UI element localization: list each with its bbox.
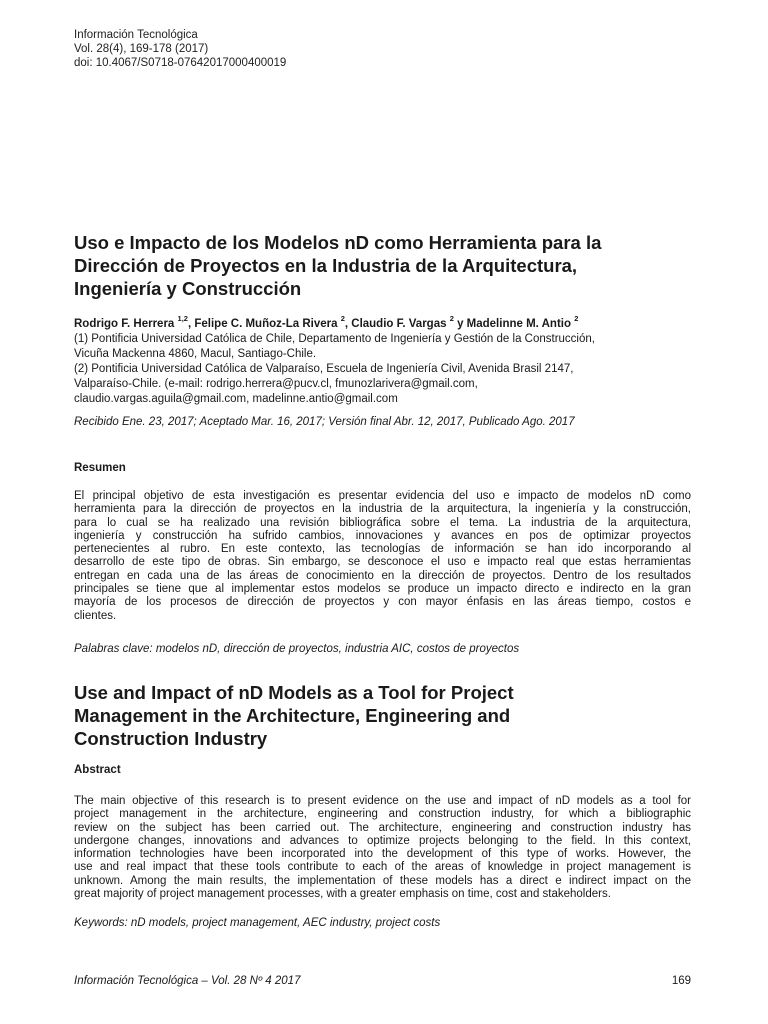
palabras-clave: Palabras clave: modelos nD, dirección de proyectos, industria AIC, costos de proyectos — [74, 643, 520, 655]
abstract-line: The main objective of this research is to present evidence on the use and impact of nD models as a tool for — [74, 795, 691, 807]
affiliation-line: (2) Pontificia Universidad Católica de Valparaíso, Escuela de Ingeniería Civil, Avenida Brasil 2147, — [74, 363, 574, 375]
title-line: Use and Impact of nD Models as a Tool for Project — [74, 682, 514, 703]
abstract-heading: Abstract — [74, 764, 121, 776]
abstract-line: use and real impact that these tools contribute to each of the areas of knowledge in project management is — [74, 861, 691, 874]
abstract-line: undergone changes, innovations and advances to optimize projects belonging to the field. In this context, — [74, 834, 691, 847]
abstract-line: unknown. Among the main results, the implementation of these models has a direct e indirect impact on the — [74, 874, 691, 887]
abstract-line: great majority of project management processes, with a greater emphasis on time, cost and stakeholders. — [74, 888, 611, 901]
journal-header — [74, 28, 286, 70]
author-affiliation-mark: 2 — [340, 314, 345, 324]
title-line: Uso e Impacto de los Modelos nD como Herramienta para la — [74, 232, 602, 253]
journal-volume: Vol. 28(4), 169-178 (2017) — [74, 43, 209, 55]
resumen-line: herramienta para la dirección de proyectos en la industria de la arquitectura, la ingeniería y la construcción, — [74, 503, 691, 516]
page-number: 169 — [671, 975, 691, 987]
publication-dates: Recibido Ene. 23, 2017; Aceptado Mar. 16, 2017; Versión final Abr. 12, 2017, Publicado Ago. 2017 — [74, 416, 575, 428]
author-names — [74, 314, 595, 332]
abstract-line: information technologies have been incorporated into the development of this type of works. However, the — [74, 848, 691, 861]
affiliation-line: Valparaíso-Chile. (e-mail: rodrigo.herrera@pucv.cl, fmunozlarivera@gmail.com, — [74, 378, 478, 390]
authors-block — [74, 314, 595, 407]
resumen-line: mayoría de los procesos de dirección de proyectos y con mayor énfasis en las áreas tiempo, costos e — [74, 596, 691, 609]
resumen-line: principales se tiene que al implementar estos modelos se produce un impacto directo e indirecto en la gran — [74, 583, 691, 596]
abstract-body — [74, 795, 691, 901]
journal-name: Información Tecnológica — [74, 29, 198, 41]
journal-doi: doi: 10.4067/S0718-07642017000400019 — [74, 57, 287, 69]
author-affiliation-mark: 1,2 — [177, 314, 188, 324]
title-spanish — [74, 231, 714, 300]
abstract-line: project management in the architecture, engineering and construction industry, for which a bibliographic — [74, 808, 691, 821]
resumen-line: entregan en cada una de las áreas de conocimiento en la dirección de proyectos. Dentro de los resultados — [74, 569, 691, 582]
title-line: Ingeniería y Construcción — [74, 278, 302, 299]
author-name: , Felipe C. Muñoz-La Rivera — [187, 318, 338, 330]
keywords: Keywords: nD models, project management, AEC industry, project costs — [74, 917, 441, 929]
resumen-line: El principal objetivo de esta investigación es presentar evidencia del uso e impacto de modelos nD como — [74, 490, 691, 502]
resumen-line: desarrollo de este tipo de obras. Sin embargo, se desconoce el uso e impacto real que estas herramientas — [74, 556, 691, 569]
abstract-line: review on the subject has been carried out. The architecture, engineering and construction industry has — [74, 821, 691, 834]
resumen-line: pertenecientes al rubro. En este contexto, las tecnologías de información se han ido incorporando al — [74, 543, 691, 556]
author-affiliation-mark: 2 — [449, 314, 454, 324]
affiliation-line: Vicuña Mackenna 4860, Macul, Santiago-Chile. — [74, 348, 317, 360]
author-name: y Madelinne M. Antio — [453, 318, 572, 330]
resumen-line: ingeniería y construcción ha sufrido cambios, innovaciones y avances en pos de optimizar proyectos — [74, 529, 691, 542]
footer-journal-line: Información Tecnológica – Vol. 28 Nº 4 2017 — [74, 975, 301, 987]
author-name: , Claudio F. Vargas — [344, 318, 447, 330]
resumen-body — [74, 490, 691, 623]
author-name: Rodrigo F. Herrera — [74, 318, 175, 330]
resumen-line: para lo cual se ha realizado una revisión bibliográfica sobre el tema. La industria de la arquitectura, — [74, 516, 691, 529]
title-english — [74, 681, 714, 750]
title-line: Dirección de Proyectos en la Industria de la Arquitectura, — [74, 255, 578, 276]
author-affiliation-mark: 2 — [574, 314, 579, 324]
resumen-line: clientes. — [74, 609, 117, 622]
resumen-heading: Resumen — [74, 462, 126, 474]
affiliation-line: claudio.vargas.aguila@gmail.com, madelinne.antio@gmail.com — [74, 393, 398, 405]
title-line: Construction Industry — [74, 728, 268, 749]
affiliation-line: (1) Pontificia Universidad Católica de Chile, Departamento de Ingeniería y Gestión de la Construcción, — [74, 333, 595, 345]
title-line: Management in the Architecture, Engineering and — [74, 705, 511, 726]
